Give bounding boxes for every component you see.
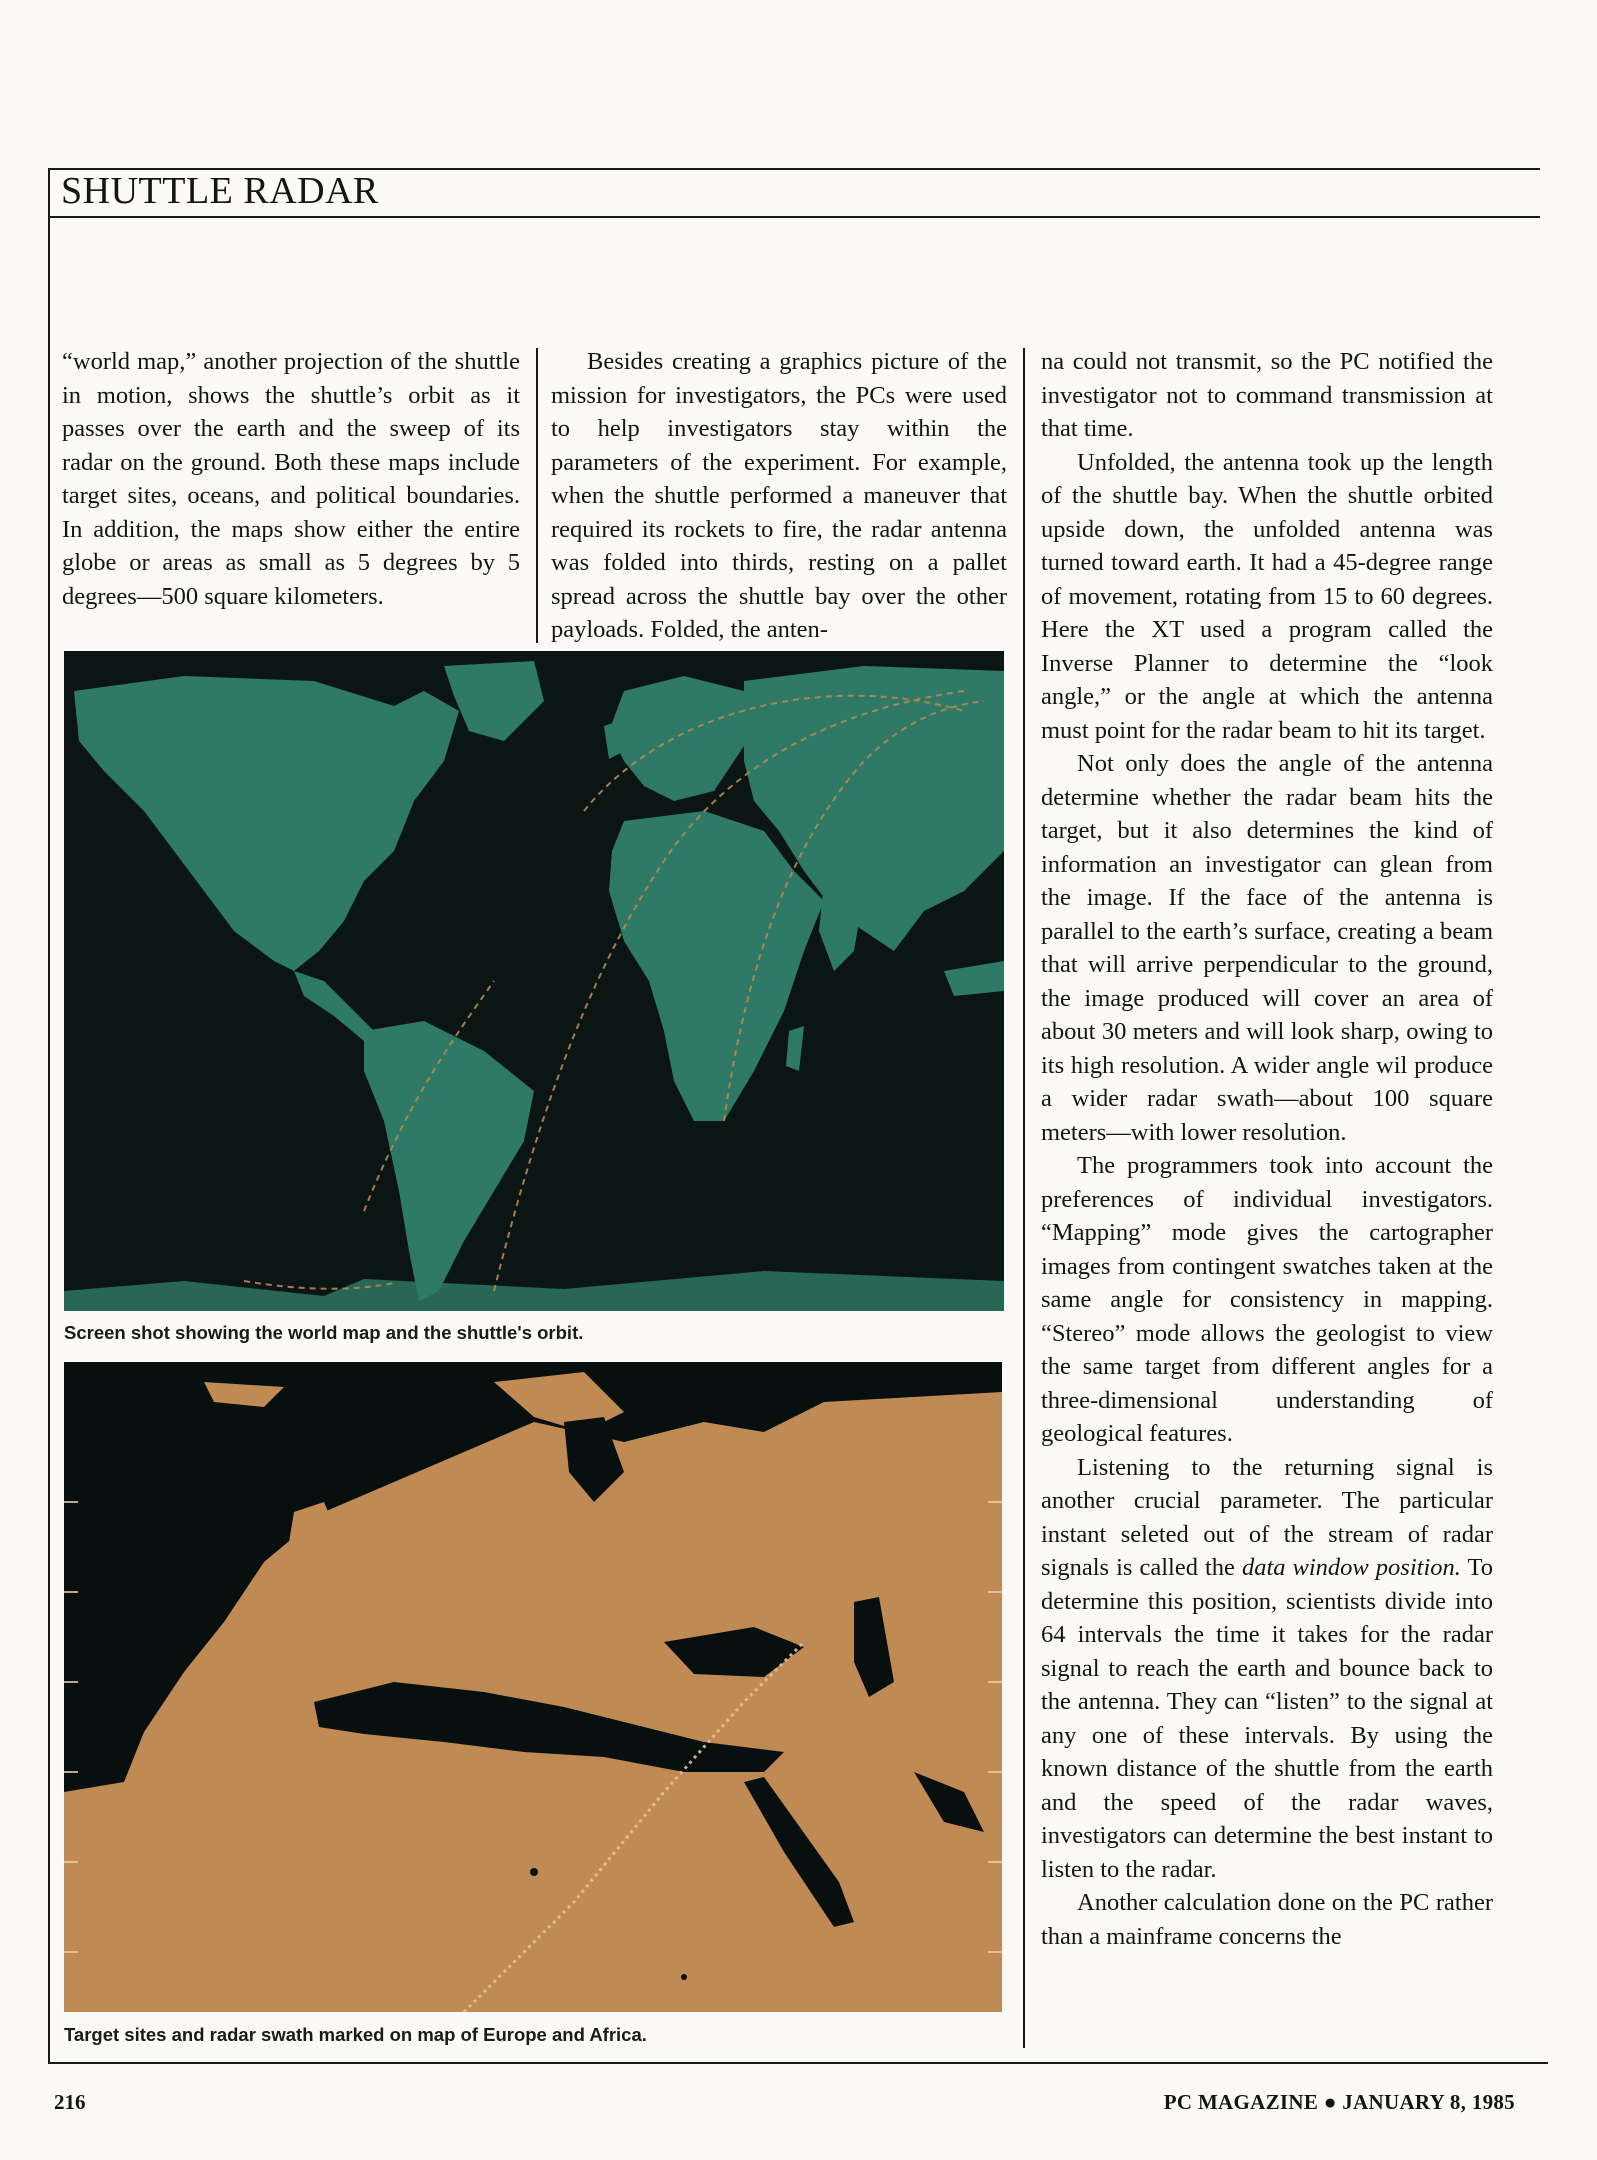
- column-rule-1: [536, 348, 538, 643]
- paragraph-text: To determine this position, scientists divide into 64 intervals the time it takes for the radar signal to reach the earth and bounce back to the antenna. They can “listen” to the signal at any one of these intervals. By using the known distance of the shuttle from the earth and the speed of the radar waves, investigators can determine the best instant to listen to the radar.: [1041, 1554, 1493, 1883]
- paragraph: Not only does the angle of the antenna determine whether the radar beam hits the target, but it also determines the kind of information an investigator can glean from the image. If the face of the antenna is parallel to the earth’s surface, creating a beam that will arrive perpendicular to the ground, the image produced will cover an area of about 30 meters and will look sharp, owing to its high resolution. A wider angle wil produce a wider radar swath—about 100 square meters—with lower resolution.: [1041, 750, 1493, 1146]
- page-frame-bottom: [48, 2062, 1548, 2064]
- figure-caption: Screen shot showing the world map and the shuttle's orbit.: [64, 1322, 584, 1343]
- europe-africa-map: [64, 1362, 1002, 2012]
- paragraph: na could not transmit, so the PC notified the investigator not to command transmission at that time.: [1041, 348, 1493, 442]
- header-rule-bottom: [48, 216, 1540, 218]
- section-title: SHUTTLE RADAR: [61, 170, 379, 212]
- column-rule-2: [1023, 348, 1025, 2048]
- paragraph: The programmers took into account the preferences of individual investigators. “Mapping” mode gives the cartographer images from contingent swatches taken at the same angle for consistency in mapping. “Stereo” mode allows the geologist to view the same target from different angles for a three-dimensional understanding of geological features.: [1041, 1152, 1493, 1447]
- column-2-text: [551, 345, 1007, 645]
- page-frame-left: [48, 168, 50, 2063]
- paragraph: [1041, 1451, 1493, 1887]
- paragraph-text: Listening to the returning signal is another crucial parameter. The particular instant seleted out of the stream of radar signals is called the: [1041, 1453, 1493, 1581]
- page-number: 216: [54, 2090, 86, 2114]
- column-1-text: [62, 345, 520, 645]
- paragraph: “world map,” another projection of the shuttle in motion, shows the shuttle’s orbit as it passes over the earth and the sweep of its radar on the ground. Both these maps include target sites, oceans, and political boundaries. In addition, the maps show either the entire globe or areas as small as 5 degrees by 5 degrees—500 square kilometers.: [62, 348, 520, 610]
- world-map-screenshot: [64, 651, 1004, 1311]
- figure-caption: Target sites and radar swath marked on map of Europe and Africa.: [64, 2024, 647, 2045]
- paragraph: Unfolded, the antenna took up the length of the shuttle bay. When the shuttle orbited upside down, the unfolded antenna was turned toward earth. It had a 45-degree range of movement, rotating from 15 to 60 degrees. Here the XT used a program called the Inverse Planner to determine the “look angle,” or the angle at which the antenna must point for the radar beam to hit its target.: [1041, 448, 1493, 744]
- running-footer: PC MAGAZINE ● JANUARY 8, 1985: [1163, 2090, 1515, 2114]
- column-3-text: [1041, 345, 1493, 2045]
- paragraph: Another calculation done on the PC rather than a mainframe concerns the: [1041, 1889, 1493, 1950]
- world-map-graphic: [64, 651, 1004, 1311]
- paragraph: Besides creating a graphics picture of the mission for investigators, the PCs were used to help investigators stay within the parameters of the experiment. For example, when the shuttle performed a maneuver that required its rockets to fire, the radar antenna was folded into thirds, resting on a pallet spread across the shuttle bay over the other payloads. Folded, the anten-: [551, 348, 1007, 643]
- europe-africa-map-graphic: [64, 1362, 1002, 2012]
- emphasis-term: data window position.: [1241, 1554, 1461, 1581]
